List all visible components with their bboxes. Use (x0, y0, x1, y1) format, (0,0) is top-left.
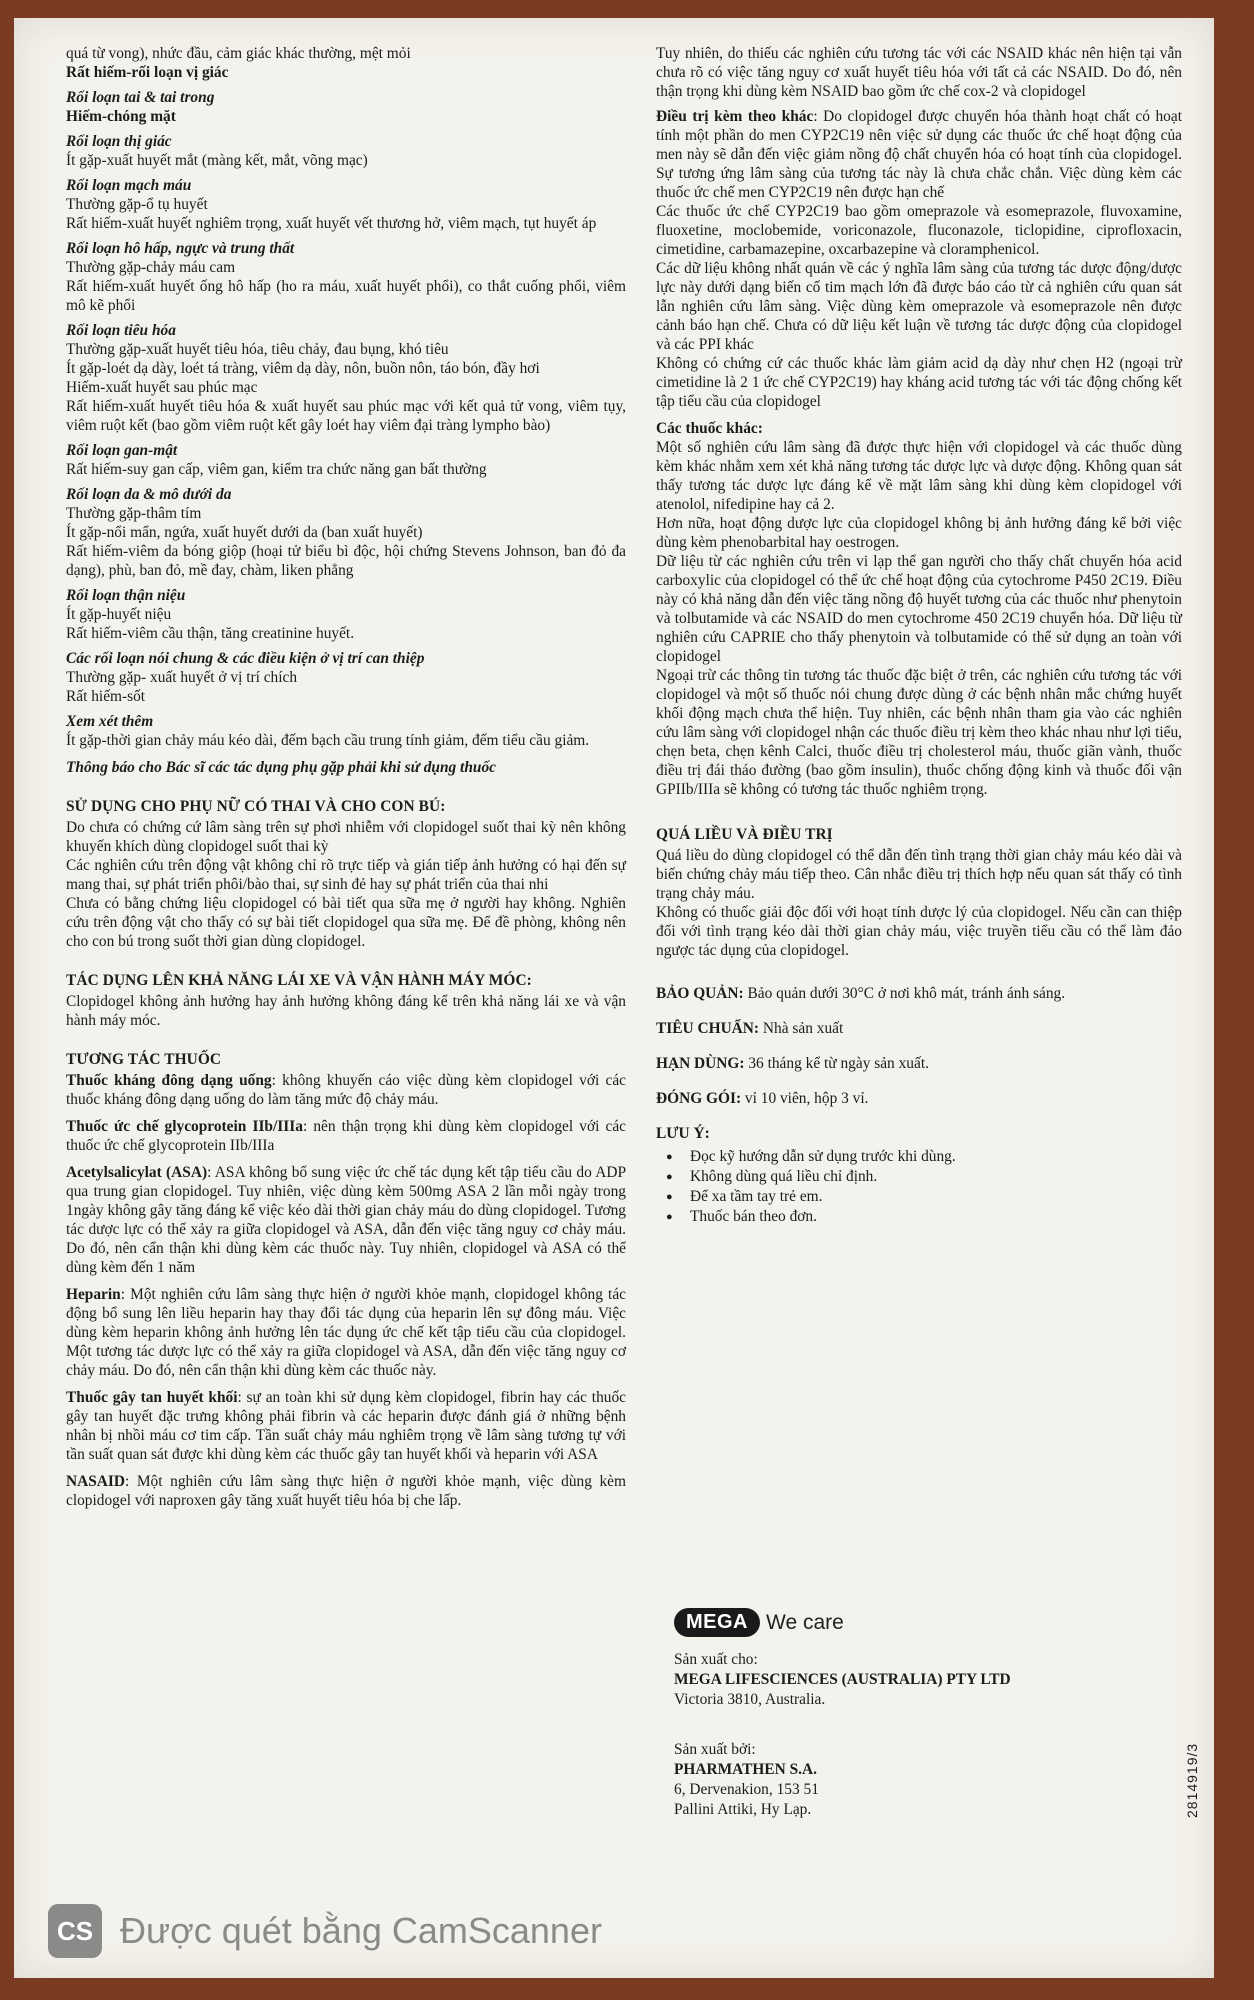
section-subtitle: Rối loạn tiêu hóa (66, 322, 176, 339)
storage-text: Bảo quản dưới 30°C ở nơi khô mát, tránh ánh sáng. (743, 985, 1066, 1002)
storage-line (656, 984, 1182, 1003)
interaction-label: Heparin (66, 1286, 121, 1303)
text-paragraph (66, 1285, 626, 1380)
text-paragraph: Ngoại trừ các thông tin tương tác thuốc đặc biệt ở trên, các nghiên cứu tương tác với clopidogel và một số thuốc nói chung được dùng ở các bệnh nhân mắc chứng huyết khối động mạch chưa thể hiện. Tuy nhiên, các bệnh nhân tham gia vào các nghiên cứu lâm sàng với clopidogel nhận các thuốc điều trị kèm theo khác nhau như lợi tiểu, chẹn beta, chẹn kênh Calci, thuốc điều trị cholesterol máu, thuốc giãn vành, thuốc điều trị đái tháo đường (bao gồm insulin), thuốc chống động kinh và thuốc đối vận GPIIb/IIIa sẽ không có tương tác thuốc nghiêm trọng. (656, 667, 1182, 798)
text-line: Ít gặp-xuất huyết mắt (màng kết, mắt, võng mạc) (66, 152, 368, 169)
interaction-text: : Một nghiên cứu lâm sàng thực hiện ở người khỏe mạnh, clopidogel không tác động bổ sung lên liều heparin hay thay đổi tác dụng của heparin lên sự đông máu. Việc dùng kèm heparin không ảnh hưởng lên tác dụng ức chế kết tập tiểu cầu của clopidogel. Một tương tác dược lực có thể xảy ra giữa clopidogel và ASA, dẫn đến việc tăng nguy cơ chảy máu. Do đó, nên cẩn thận khi dùng kèm các thuốc này. (66, 1286, 626, 1379)
manufactured-by-label: Sản xuất bởi: (674, 1741, 756, 1758)
text-line: Hiếm-chóng mặt (66, 108, 176, 125)
manufactured-by-block (674, 1740, 1154, 1820)
interaction-text: : nên thận trọng khi dùng kèm clopidogel với các thuốc ức chế glycoprotein IIb/IIIa (66, 1118, 626, 1154)
text-paragraph: Các dữ liệu không nhất quán về các ý nghĩa lâm sàng của tương tác dược động/dược lực này dưới dạng biến cố tim mạch lớn đã được báo cáo từ cả nghiên cứu quan sát lẫn nghiên cứu lâm sàng. Việc dùng kèm omeprazole và esomeprazole nên được cảnh báo hạn chế. Chưa có dữ liệu kết luận về tương tác dược động của clopidogel và các PPI khác (656, 260, 1182, 353)
heading-driving: TÁC DỤNG LÊN KHẢ NĂNG LÁI XE VÀ VẬN HÀNH MÁY MÓC: (66, 972, 532, 989)
interaction-text: : không khuyến cáo việc dùng kèm clopidogel với các thuốc kháng đông dạng uống do làm tăng mức độ chảy máu. (66, 1072, 627, 1108)
section-subtitle: Rối loạn mạch máu (66, 177, 192, 194)
text-paragraph (66, 1117, 626, 1155)
text-line: Rất hiếm-sốt (66, 688, 146, 705)
list-item: ● Không dùng quá liều chỉ định. (690, 1167, 1182, 1186)
section-subtitle: Rối loạn hô hấp, ngực và trung thất (66, 240, 295, 257)
text-line: Thường gặp- xuất huyết ở vị trí chích (66, 669, 298, 686)
text-line: Rất hiếm-suy gan cấp, viêm gan, kiểm tra chức năng gan bất thường (66, 461, 487, 478)
interaction-label: NASAID (66, 1473, 126, 1490)
text-line: Rất hiếm-xuất huyết ống hô hấp (ho ra máu, xuất huyết phổi), co thắt cuống phổi, viêm mô kẽ phổi (66, 278, 626, 314)
pack-line (656, 1089, 1182, 1108)
camscanner-watermark (48, 1904, 602, 1958)
text-line: Ít gặp-loét dạ dày, loét tá tràng, viêm dạ dày, nôn, buồn nôn, táo bón, đầy hơi (66, 360, 540, 377)
list-item: ● Thuốc bán theo đơn. (690, 1207, 1182, 1226)
manufactured-for-address: Victoria 3810, Australia. (674, 1691, 826, 1708)
text-paragraph: Không có chứng cứ các thuốc khác làm giảm acid dạ dày như chẹn H2 (ngoại trừ cimetidine là 2 1 ức chế CYP2C19) hay kháng acid tương tác với tác động chống kết tập tiểu cầu của clopidogel (656, 355, 1182, 410)
watermark-text: Được quét bằng CamScanner (120, 1910, 602, 1951)
text-line: quá từ vong), nhức đầu, cảm giác khác thường, mệt mỏi (66, 45, 411, 62)
heading-interactions: TƯƠNG TÁC THUỐC (66, 1051, 222, 1068)
section-subtitle: Rối loạn gan-mật (66, 442, 178, 459)
list-item: ● Đọc kỹ hướng dẫn sử dụng trước khi dùng. (690, 1147, 1182, 1166)
text-line: Thường gặp-chảy máu cam (66, 259, 236, 276)
manufactured-by-address: 6, Dervenakion, 153 51 (674, 1781, 819, 1798)
list-item: ● Để xa tầm tay trẻ em. (690, 1187, 1182, 1206)
text-line: Rất hiếm-viêm cầu thận, tăng creatinine huyết. (66, 625, 355, 642)
right-column (656, 44, 1182, 1227)
standard-line (656, 1019, 1182, 1038)
text-paragraph (66, 1071, 626, 1109)
pack-text: vỉ 10 viên, hộp 3 vỉ. (741, 1090, 869, 1107)
text-paragraph (66, 1388, 626, 1464)
manufactured-for-company: MEGA LIFESCIENCES (AUSTRALIA) PTY LTD (674, 1671, 1011, 1688)
text-paragraph: Các thuốc ức chế CYP2C19 bao gồm omeprazole và esomeprazole, fluvoxamine, fluoxetine, moclobemide, voriconazole, fluconazole, ticlopidine, ciprofloxacin, cimetidine, carbamazepine, oxcarbazepine và cloramphenicol. (656, 203, 1182, 258)
text-paragraph: Một số nghiên cứu lâm sàng đã được thực hiện với clopidogel và các thuốc dùng kèm khác nhằm xem xét khả năng tương tác dược lực và dược động. Không quan sát thấy tương tác dược lực đáng kể về mặt lâm sàng khi dùng kèm clopidogel với atenolol, nifedipine hay cả 2. (656, 439, 1182, 513)
section-subtitle: Rối loạn thận niệu (66, 587, 186, 604)
expiry-text: 36 tháng kể từ ngày sản xuất. (744, 1055, 929, 1072)
heading-pregnancy: SỬ DỤNG CHO PHỤ NỮ CÓ THAI VÀ CHO CON BÚ: (66, 798, 446, 815)
text-line: Rất hiếm-xuất huyết nghiêm trọng, xuất huyết vết thương hở, viêm mạch, tụt huyết áp (66, 215, 597, 232)
brand-logo-row (674, 1608, 844, 1637)
section-subtitle: Rối loạn thị giác (66, 133, 172, 150)
left-column (66, 44, 626, 1510)
text-line: Rất hiếm-xuất huyết tiêu hóa & xuất huyết sau phúc mạc với kết quả tử vong, viêm tụy, viêm ruột kết (bao gồm viêm ruột kết gây loét hay viêm đại tràng lympho bào) (66, 398, 626, 434)
manufactured-by-company: PHARMATHEN S.A. (674, 1761, 817, 1778)
text-paragraph: Các nghiên cứu trên động vật không chỉ rõ trực tiếp và gián tiếp ảnh hưởng có hại đến sự mang thai, sự phát triển phôi/bào thai, sự sinh đẻ hay sự phát triển của thai nhi (66, 857, 626, 893)
expiry-line (656, 1054, 1182, 1073)
interaction-text: : Một nghiên cứu lâm sàng thực hiện ở người khỏe mạnh, việc dùng kèm clopidogel với naproxen gây tăng xuất huyết tiêu hóa bị che lấp. (66, 1473, 626, 1509)
standard-text: Nhà sản xuất (759, 1020, 844, 1037)
text-line: Rất hiếm-viêm da bóng giộp (hoại tử biểu bì độc, hội chứng Stevens Johnson, ban đỏ đa dạng), phù, ban đỏ, mề đay, chàm, liken phẳng (66, 543, 626, 579)
section-subtitle: Các thuốc khác: (656, 420, 763, 437)
notify-doctor-note: Thông báo cho Bác sĩ các tác dụng phụ gặp phải khi sử dụng thuốc (66, 759, 496, 776)
text-paragraph (656, 107, 1182, 202)
text-line: Thường gặp-xuất huyết tiêu hóa, tiêu chảy, đau bụng, khó tiêu (66, 341, 449, 358)
heading-overdose: QUÁ LIỀU VÀ ĐIỀU TRỊ (656, 826, 833, 843)
text-line: Thường gặp-ổ tụ huyết (66, 196, 208, 213)
notes-title: LƯU Ý: (656, 1125, 710, 1142)
manufactured-for-block (674, 1650, 1154, 1710)
text-paragraph (66, 1472, 626, 1510)
manufactured-by-address: Pallini Attiki, Hy Lạp. (674, 1801, 812, 1818)
leaflet-code: 2814919/3 (1184, 1742, 1200, 1818)
text-paragraph: Tuy nhiên, do thiếu các nghiên cứu tương tác với các NSAID khác nên hiện tại vẫn chưa rõ có việc tăng nguy cơ xuất huyết tiêu hóa với tất cả các NSAID. Do đó, nên thận trọng khi dùng kèm NSAID bao gồm ức chế cox-2 và clopidogel (656, 45, 1182, 100)
interaction-label: Thuốc ức chế glycoprotein IIb/IIIa (66, 1118, 303, 1135)
section-subtitle: Rối loạn da & mô dưới da (66, 486, 232, 503)
storage-label: BẢO QUẢN: (656, 985, 744, 1002)
text-paragraph: Do chưa có chứng cứ lâm sàng trên sự phơi nhiễm với clopidogel suốt thai kỳ nên không khuyến khích dùng clopidogel suốt thai kỳ (66, 819, 626, 855)
text-line: Ít gặp-nổi mẩn, ngứa, xuất huyết dưới da (ban xuất huyết) (66, 524, 423, 541)
standard-label: TIÊU CHUẨN: (656, 1020, 760, 1037)
camscanner-icon: CS (48, 1904, 102, 1958)
interaction-label: Thuốc kháng đông dạng uống (66, 1072, 272, 1089)
text-paragraph: Clopidogel không ảnh hưởng hay ảnh hưởng không đáng kể trên khả năng lái xe và vận hành máy móc. (66, 993, 626, 1029)
interaction-text: : sự an toàn khi sử dụng kèm clopidogel, fibrin hay các thuốc gây tan huyết đặc trưng không phải fibrin và các heparin được đánh giá ở những bệnh nhân bị nhồi máu cơ tim cấp. Tần suất chảy máu nghiêm trọng về lâm sàng tương tự với tần suất quan sát được khi dùng kèm các thuốc gây tan huyết khối và heparin với ASA (66, 1389, 626, 1463)
text-paragraph: Hơn nữa, hoạt động dược lực của clopidogel không bị ảnh hưởng đáng kể bởi việc dùng kèm phenobarbital hay oestrogen. (656, 515, 1182, 551)
section-subtitle: Xem xét thêm (66, 713, 154, 730)
interaction-text: : ASA không bổ sung việc ức chế tác dụng kết tập tiểu cầu do ADP qua trung gian clopidogel. Tuy nhiên, việc dùng kèm 500mg ASA 2 lần mỗi ngày trong 1ngày không gây tăng đáng kể việc kéo dài thời gian chảy máu do dùng clopidogel. Tương tác dược lực có thể xảy ra giữa clopidogel và ASA, dẫn đến việc tăng nguy cơ chảy máu. Do đó, nên cẩn thận khi dùng kèm các thuốc này. Tuy nhiên, clopidogel và ASA có thể dùng kèm đến 1 năm (66, 1164, 627, 1276)
text-line: Ít gặp-thời gian chảy máu kéo dài, đếm bạch cầu trung tính giảm, đếm tiểu cầu giảm. (66, 732, 590, 749)
section-subtitle: Rối loạn tai & tai trong (66, 89, 215, 106)
pack-label: ĐÓNG GÓI: (656, 1090, 742, 1107)
section-subtitle: Các rối loạn nói chung & các điều kiện ở vị trí can thiệp (66, 650, 425, 667)
interaction-label: Acetylsalicylat (ASA) (66, 1164, 208, 1181)
interaction-text: : Do clopidogel được chuyển hóa thành hoạt chất có hoạt tính một phần do men CYP2C19 nên việc sử dụng các thuốc ức chế hoạt động của men này sẽ dẫn đến việc giảm nồng độ chất chuyển hóa có hoạt tính của clopidogel. Sự tương ứng lâm sàng của tương tác này là chưa chắc chắn. Việc dùng kèm các thuốc ức chế men CYP2C19 nên được hạn chế (656, 108, 1182, 201)
tagline: We care (766, 1610, 844, 1634)
leaflet-page (14, 18, 1214, 1978)
text-paragraph: Không có thuốc giải độc đối với hoạt tính dược lý của clopidogel. Nếu cần can thiệp đối với tình trạng kéo dài thời gian chảy máu, việc truyền tiểu cầu có thể làm đảo ngược tác dụng của clopidogel. (656, 904, 1182, 959)
text-line: Thường gặp-thâm tím (66, 505, 202, 522)
interaction-label: Thuốc gây tan huyết khối (66, 1389, 238, 1406)
text-paragraph: Chưa có bằng chứng liệu clopidogel có bài tiết qua sữa mẹ ở người hay không. Nghiên cứu trên động vật cho thấy có sự bài tiết clopidogel qua sữa mẹ. Để đề phòng, không nên cho con bú trong suốt thời gian dùng clopidogel. (66, 895, 626, 950)
text-line: Ít gặp-huyết niệu (66, 606, 172, 623)
text-paragraph: Quá liều do dùng clopidogel có thể dẫn đến tình trạng thời gian chảy máu kéo dài và biến chứng chảy máu tiếp theo. Cân nhắc điều trị thích hợp nếu quan sát thấy có tình trạng chảy máu. (656, 847, 1182, 902)
mega-logo: MEGA (674, 1608, 760, 1637)
text-line: Rất hiếm-rối loạn vị giác (66, 64, 229, 81)
notes-list (656, 1147, 1182, 1226)
text-paragraph: Dữ liệu từ các nghiên cứu trên vi lạp thể gan người cho thấy chất chuyển hóa acid carboxylic của clopidogel có thể ức chế hoạt động của cytochrome P450 2C19. Điều này có khả năng dẫn đến việc tăng nồng độ huyết tương của các thuốc như phenytoin và tolbutamide và các NSAID do men cytochrome 450 2C19 chuyển hóa. Dữ liệu từ nghiên cứu CAPRIE cho thấy phenytoin và tolbutamide có thể sử dụng an toàn với clopidogel (656, 553, 1182, 665)
expiry-label: HẠN DÙNG: (656, 1055, 745, 1072)
text-line: Hiếm-xuất huyết sau phúc mạc (66, 379, 258, 396)
text-paragraph (66, 1163, 626, 1277)
interaction-label: Điều trị kèm theo khác (656, 108, 814, 125)
manufactured-for-label: Sản xuất cho: (674, 1651, 758, 1668)
